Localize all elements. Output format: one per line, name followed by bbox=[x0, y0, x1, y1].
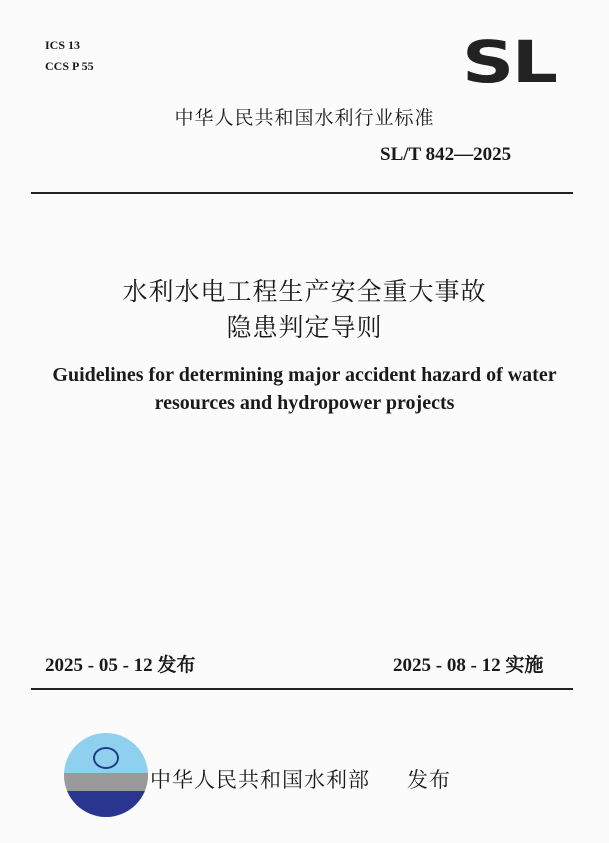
issue-date: 2025 - 05 - 12 发布 bbox=[45, 655, 196, 676]
sl-logo: SL bbox=[462, 28, 556, 96]
publish-label: 发布 bbox=[407, 768, 451, 792]
ics-code: ICS 13 bbox=[45, 38, 81, 52]
title-en-line1: Guidelines for determining major accident hazard of water bbox=[52, 364, 557, 386]
seal-scratch-band bbox=[64, 773, 148, 791]
publisher: 中华人民共和国水利部 bbox=[150, 768, 370, 792]
title-zh-line2: 隐患判定导则 bbox=[226, 313, 383, 342]
ccs-code: CCS P 55 bbox=[45, 59, 94, 73]
bottom-divider bbox=[31, 688, 573, 690]
publisher-emblem-icon bbox=[93, 747, 119, 769]
effective-date: 2025 - 08 - 12 实施 bbox=[393, 655, 544, 676]
top-divider bbox=[31, 192, 573, 194]
anti-counterfeit-seal bbox=[64, 733, 148, 817]
standard-code: SL/T 842—2025 bbox=[380, 144, 512, 165]
organization-heading: 中华人民共和国水利行业标准 bbox=[174, 107, 435, 129]
title-zh-line1: 水利水电工程生产安全重大事故 bbox=[122, 277, 487, 306]
seal-bottom bbox=[64, 791, 148, 817]
title-en-line2: resources and hydropower projects bbox=[154, 392, 455, 414]
